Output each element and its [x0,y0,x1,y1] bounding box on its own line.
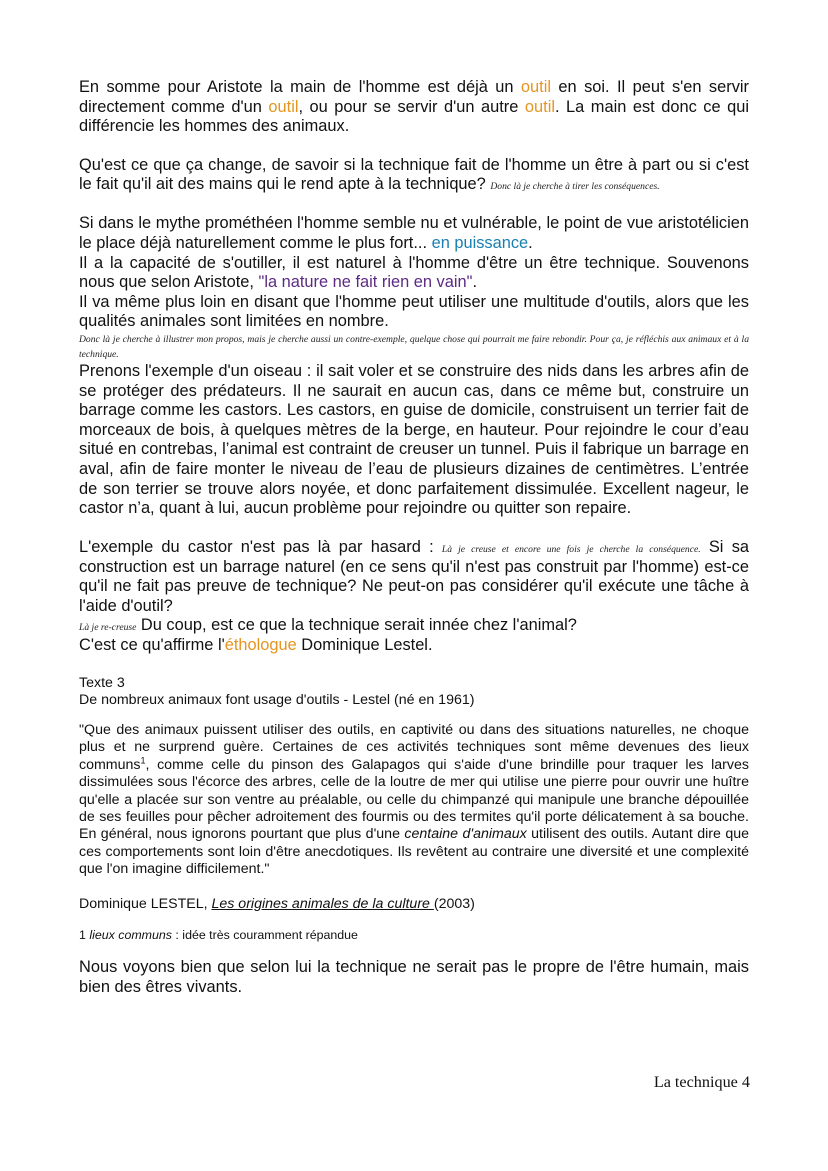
keyword-outil: outil [520,78,551,96]
texte3-subheading: De nombreux animaux font usage d'outils - Lestel (né en 1961) [79,692,475,709]
footnote-term: lieux communs [89,927,172,942]
text-run: En somme pour Aristote la main de l'homme est déjà un [79,78,521,96]
author: Dominique LESTEL, [79,895,212,912]
book-title: Les origines animales de la culture [211,895,434,912]
text-run: C'est ce qu'affirme l' [79,636,225,655]
footnote-number: 1 [79,927,90,942]
year: (2003) [433,895,475,912]
text-run: Qu'est ce que ça change, de savoir si la technique fait de l'homme un être à part ou si c'est le fait qu'il ait des mains qui le rend apte à la technique? [79,155,749,194]
handwritten-note: Donc là je cherche à tirer les conséquences. [490,181,660,193]
text-run: L'exemple du castor n'est pas là par hasard : [79,537,442,556]
handwritten-note: Là je re-creuse [79,622,137,634]
paragraph-conclusion: Nous voyons bien que selon lui la technique ne serait pas le propre de l'être humain, mais bien des êtres vivants. [79,957,749,996]
text-run: Si dans le mythe prométhéen l'homme semble nu et vulnérable, le point de vue aristotélicien le place déjà naturellement comme le plus fort... [79,214,749,252]
highlight-en-puissance: en puissance [431,233,529,252]
texte3-heading: Texte 3 [79,675,125,692]
text-run: "Que des animaux puissent utiliser des outils, en captivité ou dans des situations naturelles, ne choque plus et ne surprend guère. Certaines de ces activités techniques sont même devenues des lieux communs [79,721,749,773]
keyword-outil: outil [268,97,299,116]
text-run: Du coup, est ce que la technique serait innée chez l'animal? [136,616,577,635]
text-run: . [528,233,533,252]
text-run: Il va même plus loin en disant que l'homme peut utiliser une multitude d'outils, alors que les qualités animales sont limitées en nombre. [79,292,749,331]
paragraph-multitude [79,293,749,332]
text-run: , comme celle du pinson des Galapagos qui s'aide d'une brindille pour traquer les larves dissimulées sous l'écorce des arbres, celle de la loutre de mer qui utilise une pierre pour ouvrir une huître qu'elle a placée sur son ventre au préalable, ou celle du chimpanzé qui manipule une branche dépouillée de ses feuilles pour pêcher adroitement des fourmis ou des termites qu'il porte délicatement à sa bouche. En général, nous ignorons pourtant que plus d'une [79,756,749,843]
quote-aristote: "la nature ne fait rien en vain" [258,273,473,292]
document-body [79,78,749,997]
text-run: Dominique Lestel. [296,636,433,655]
text-run: en soi. Il peut s'en servir directement comme d'un [79,78,749,116]
text-run: , ou pour se servir d'un autre [298,97,525,116]
footnote-definition: : idée très couramment répandue [171,927,358,942]
paragraph-question [79,156,749,196]
text-run: Si sa construction est un barrage naturel (en ce sens qu'il n'est pas construit par l'homme) est-ce qu'il ne fait pas preuve de technique? Ne peut-on pas considérer qu'il exécute une tâche à l'aide d'outil? [79,537,750,615]
paragraph-souvenons [79,254,749,293]
footnote-marker: 1 [140,754,146,765]
paragraph-innee [79,616,749,636]
paragraph-exemple-castor [79,538,749,617]
text-run: . [472,273,477,292]
texte3-quote [79,722,749,879]
paragraph-promethee [79,214,749,253]
footnote [79,927,749,943]
paragraph-aristote-main [79,78,749,137]
page-footer: La technique 4 [653,1073,750,1091]
paragraph-ethologue [79,636,749,656]
paragraph-oiseau-castor: Prenons l'exemple d'un oiseau : il sait voler et se construire des nids dans les arbres afin de se protéger des prédateurs. Il ne saurait en aucun cas, dans ce même but, construire un barrage comme les castors. Les castors, en guise de domicile, construisent un terrier fait de morceaux de bois, à quelques mètres de la berge, en hauteur. Pour rejoindre le cour d’eau situé en contrebas, l’animal est contraint de creuser un tunnel. Puis il fabrique un barrage en aval, afin de faire monter le niveau de l’eau de plusieurs dizaines de centimètres. L’entrée de son terrier se trouve alors noyée, et donc parfaitement dissimulée. Excellent nageur, le castor n’a, quant à lui, aucun problème pour rejoindre ou quitter son repaire. [79,361,749,518]
text-run: Il a la capacité de s'outiller, il est naturel à l'homme d'être un être technique. Souvenons nous que selon Aristote, [79,253,749,292]
text-run: . La main est donc ce qui différencie les hommes des animaux. [79,97,749,136]
handwritten-note: Là je creuse et encore une fois je cherche la conséquence. [441,543,701,555]
annotation-illustrer: Donc là je cherche à illustrer mon propos, mais je cherche aussi un contre-exemple, quelque chose qui pourrait me faire rebondir. Pour ça, je réfléchis aux animaux et à la technique. [79,333,749,360]
texte3-citation [79,896,749,913]
italic-run: centaine d'animaux [404,826,527,843]
text-run: utilisent des outils. Autant dire que ces comportements sont loin d'être anecdotiques. Ils revêtent au contraire une diversité et une complexité que l'on imagine difficilement." [79,826,749,878]
keyword-outil: outil [524,97,555,116]
keyword-ethologue: éthologue [224,636,297,655]
